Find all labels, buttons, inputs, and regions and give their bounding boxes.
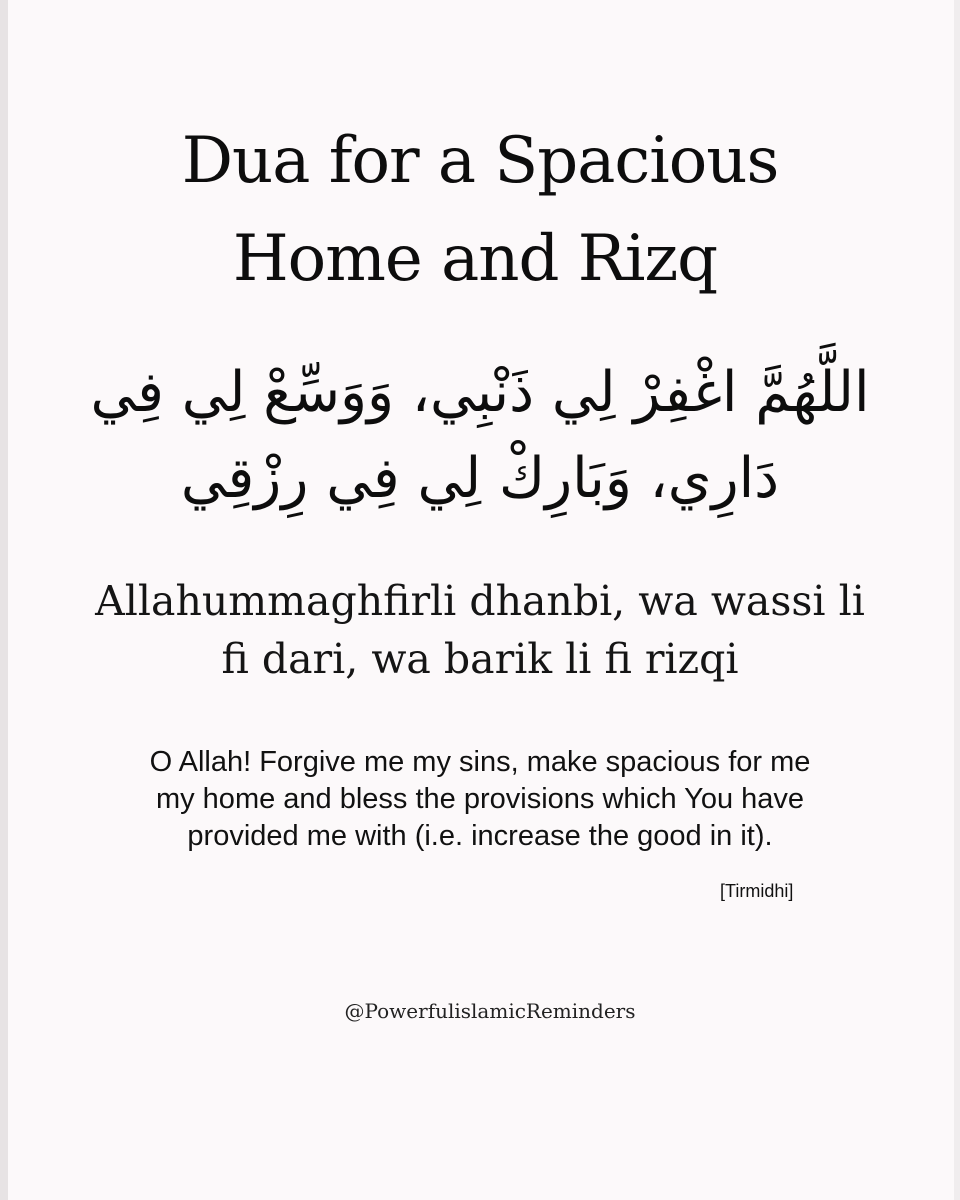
arabic-line-2: دَارِي، وَبَارِكْ لِي فِي رِزْقِي <box>180 446 780 511</box>
account-handle: @PowerfulislamicReminders <box>344 999 636 1023</box>
english-translation <box>0 744 960 855</box>
arabic-line-1: اللَّهُمَّ اغْفِرْ لِي ذَنْبِي، وَوَسِّعْ لِي فِي <box>90 360 870 425</box>
transliteration-line-2: fi dari, wa barik li fi rizqi <box>221 635 739 683</box>
source-reference: [Tirmidhi] <box>720 881 794 901</box>
page-title <box>0 112 960 308</box>
transliteration <box>0 572 960 688</box>
title-line-1: Dua for a Spacious <box>181 124 779 198</box>
translation-line-2: my home and bless the provisions which You have <box>155 783 805 815</box>
transliteration-line-1: Allahummaghfirli dhanbi, wa wassi li <box>95 577 865 625</box>
translation-line-3: provided me with (i.e. increase the good in it). <box>187 820 773 852</box>
arabic-dua <box>60 350 900 522</box>
translation-line-1: O Allah! Forgive me my sins, make spacious for me <box>149 746 811 778</box>
title-line-2: Home and Rizq <box>232 222 718 296</box>
